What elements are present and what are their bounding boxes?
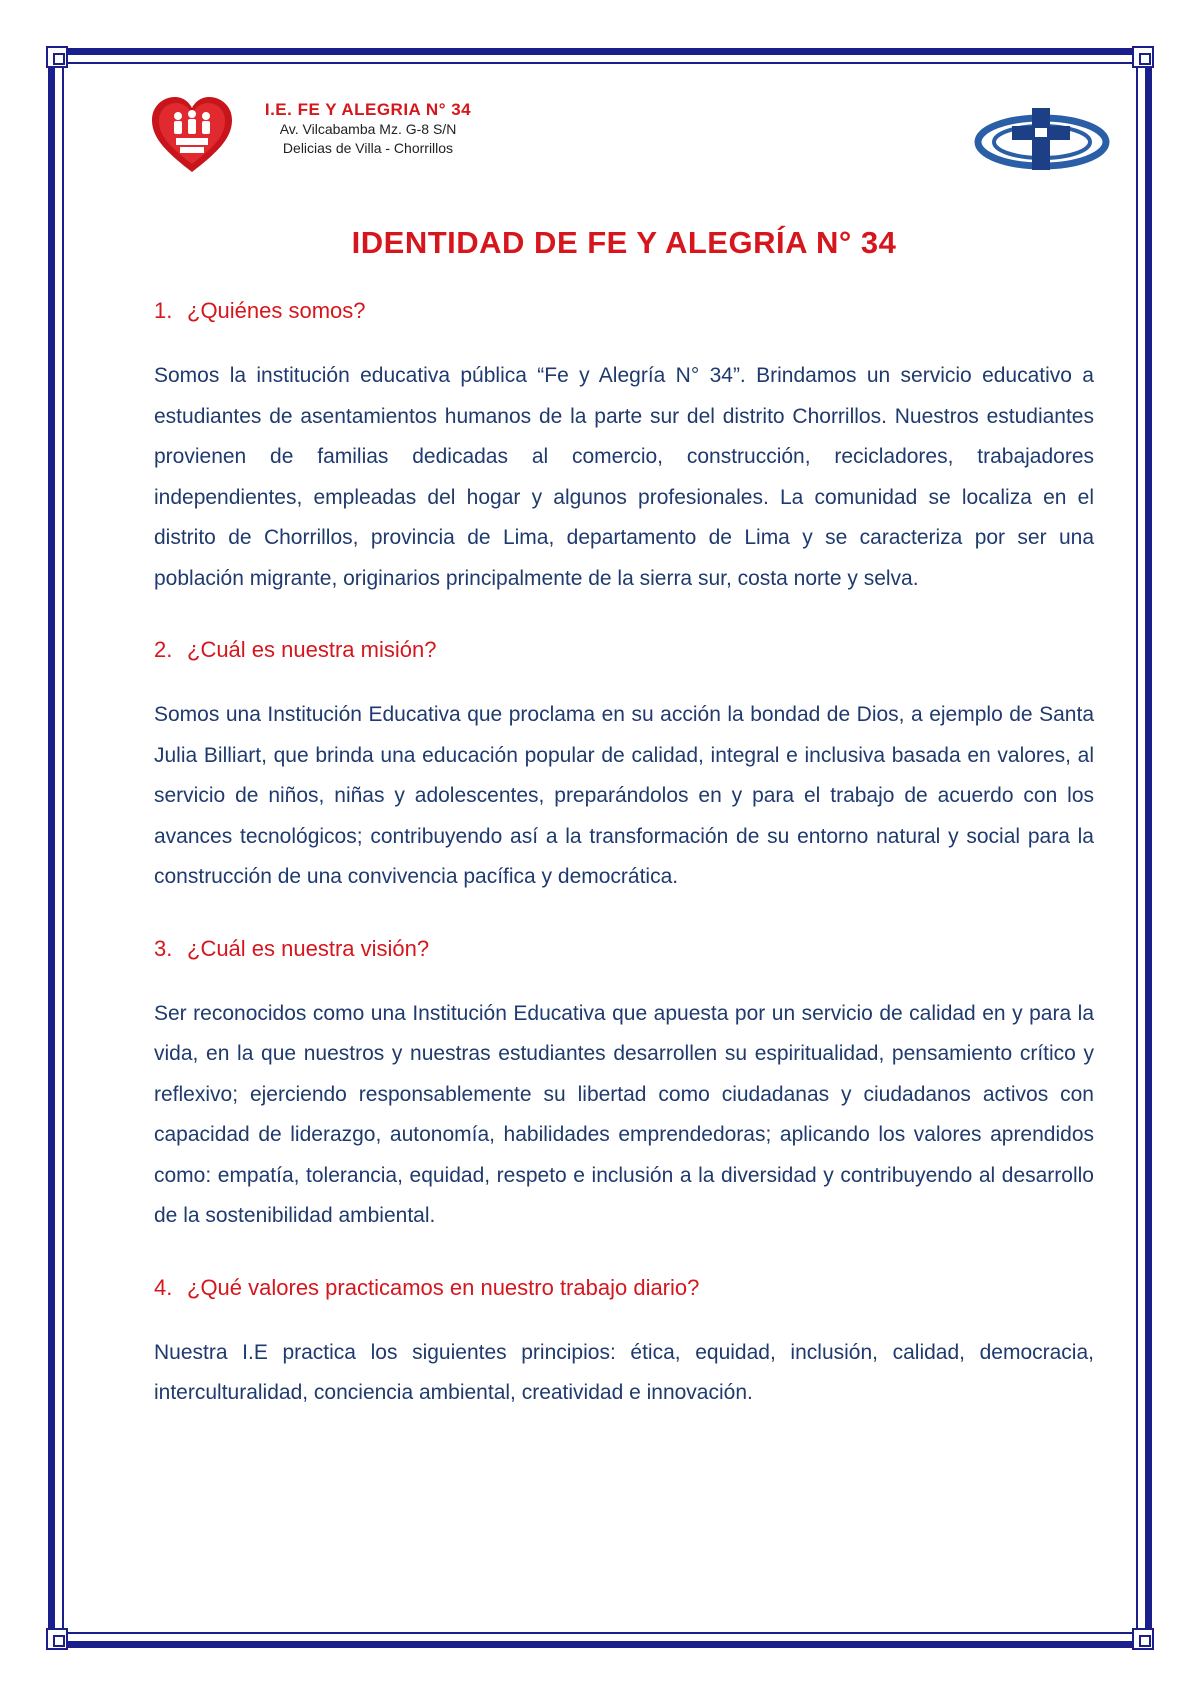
- section-heading-text: ¿Qué valores practicamos en nuestro trabajo diario?: [187, 1274, 700, 1300]
- school-address-line1: Av. Vilcabamba Mz. G-8 S/N: [279, 121, 457, 137]
- section-heading: [154, 1273, 1094, 1303]
- section-vision: [154, 934, 1094, 1237]
- border-corner-ornament: [1132, 46, 1154, 68]
- section-number: 4.: [154, 1274, 173, 1300]
- border-corner-ornament: [46, 46, 68, 68]
- section-body: Somos una Institución Educativa que proclama en su acción la bondad de Dios, a ejemplo de Santa Julia Billiart, que brinda una educación popular de calidad, integral e inclusiva basada en valores, al servicio de niños, niñas y adolescentes, preparándolos en y para el trabajo de acuerdo con los avances tecnológicos; contribuyendo así a la transformación de su entorno natural y social para la construcción de una convivencia pacífica y democrática.: [154, 703, 1094, 888]
- section-heading: [154, 635, 1094, 665]
- section-heading-text: ¿Cuál es nuestra misión?: [187, 637, 437, 662]
- section-heading-text: ¿Cuál es nuestra visión?: [187, 935, 430, 961]
- fe-y-alegria-heart-logo-icon: [148, 94, 236, 174]
- section-number: 3.: [154, 935, 173, 961]
- section-valores: [154, 1273, 1094, 1414]
- cross-emblem-logo-icon: [972, 104, 1112, 174]
- section-heading: [154, 934, 1094, 964]
- school-address-line2: Delicias de Villa - Chorrillos: [282, 140, 454, 156]
- section-quienes-somos: [154, 296, 1094, 599]
- school-name: I.E. FE Y ALEGRIA N° 34: [264, 100, 472, 119]
- section-heading-text: ¿Quiénes somos?: [187, 298, 366, 323]
- section-heading: [154, 296, 1094, 326]
- section-number: 2.: [154, 637, 173, 662]
- section-body: Ser reconocidos como una Institución Educativa que apuesta por un servicio de calidad en y para la vida, en la que nuestros y nuestras estudiantes desarrollen su espiritualidad, pensamiento crítico y reflexivo; ejerciendo responsablemente su libertad como ciudadanas y ciudadanos activos con capacidad de liderazgo, autonomía, habilidades emprendedoras; aplicando los valores aprendidos como: empatía, tolerancia, equidad, respeto e inclusión a la diversidad y contribuyendo al desarrollo de la sostenibilidad ambiental.: [154, 1001, 1094, 1227]
- document-content: [154, 222, 1094, 1414]
- document-title: IDENTIDAD DE FE Y ALEGRÍA N° 34: [351, 225, 897, 260]
- section-body: Somos la institución educativa pública “Fe y Alegría N° 34”. Brindamos un servicio educativo a estudiantes de asentamientos humanos de la parte sur del distrito Chorrillos. Nuestros estudiantes provienen de familias dedicadas al comercio, construcción, recicladores, trabajadores independientes, empleadas del hogar y algunos profesionales. La comunidad se localiza en el distrito de Chorrillos, provincia de Lima, departamento de Lima y se caracteriza por ser una población migrante, originarios principalmente de la sierra sur, costa norte y selva.: [154, 364, 1094, 590]
- section-body: Nuestra I.E practica los siguientes principios: ética, equidad, inclusión, calidad, democracia, interculturalidad, conciencia ambiental, creatividad e innovación.: [154, 1340, 1094, 1404]
- border-corner-ornament: [1132, 1628, 1154, 1650]
- border-corner-ornament: [46, 1628, 68, 1650]
- section-number: 1.: [154, 298, 173, 323]
- section-mision: [154, 635, 1094, 898]
- school-header: [248, 100, 488, 158]
